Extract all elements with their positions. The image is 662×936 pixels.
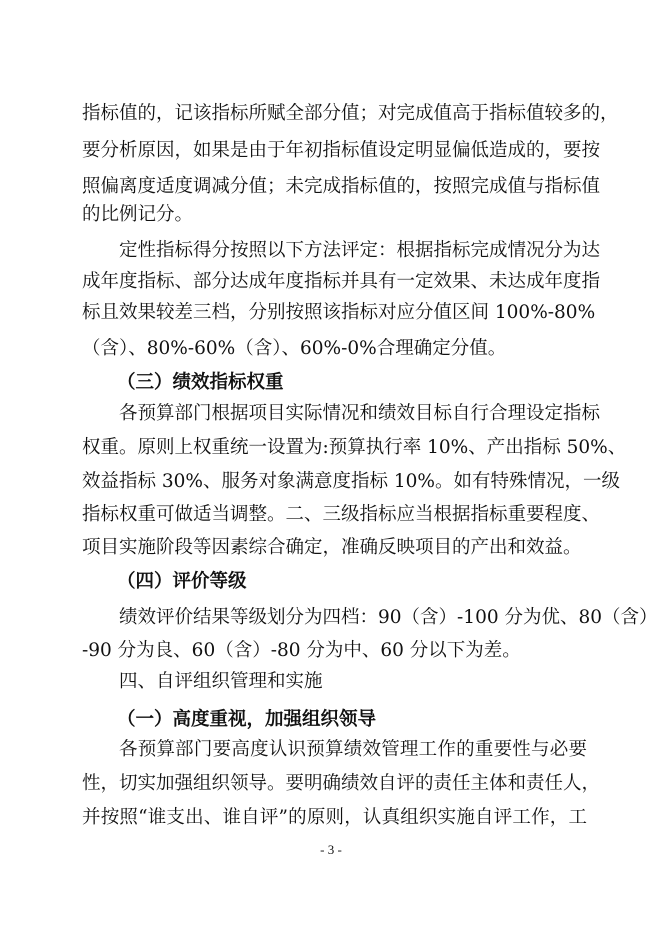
paragraph-first-line: 各预算部门根据项目实际情况和绩效目标自行合理设定指标 (119, 403, 601, 424)
paragraph-first-line: 定性指标得分按照以下方法评定：根据指标完成情况分为达 (119, 240, 601, 261)
chapter-heading: 四、自评组织管理和实施 (119, 671, 323, 692)
body-text-line: 标且效果较差三档，分别按照该指标对应分值区间 100%-80% (82, 302, 596, 323)
body-text-line: 要分析原因，如果是由于年初指标值设定明显偏低造成的，要按 (82, 140, 601, 161)
body-text-line: 指标权重可做适当调整。二、三级指标应当根据指标重要程度、 (82, 504, 601, 525)
body-text-line: 权重。原则上权重统一设置为:预算执行率 10%、产出指标 50%、 (82, 437, 627, 458)
section-heading-3: （三）绩效指标权重 (117, 372, 284, 393)
body-text-line: 项目实施阶段等因素综合确定，准确反映项目的产出和效益。 (82, 537, 582, 558)
body-text-line: 性，切实加强组织领导。要明确绩效自评的责任主体和责任人， (82, 773, 601, 794)
body-text-line: 并按照“谁支出、谁自评”的原则，认真组织实施自评工作，工 (82, 807, 587, 828)
paragraph-first-line: 绩效评价结果等级划分为四档：90（含）-100 分为优、80（含） (119, 607, 658, 628)
body-text-line: 的比例记分。 (82, 204, 194, 225)
body-text-line: 效益指标 30%、服务对象满意度指标 10%。如有特殊情况，一级 (82, 471, 621, 492)
section-heading-1: （一）高度重视，加强组织领导 (117, 709, 377, 730)
body-text-line: 指标值的，记该指标所赋全部分值；对完成值高于指标值较多的， (82, 103, 619, 124)
body-text-line: -90 分为良、60（含）-80 分为中、60 分以下为差。 (82, 640, 521, 661)
body-text-line: 照偏离度适度调减分值；未完成指标值的，按照完成值与指标值 (82, 176, 601, 197)
section-heading-4: （四）评价等级 (117, 571, 247, 592)
page-number: - 3 - (320, 842, 342, 857)
paragraph-first-line: 各预算部门要高度认识预算绩效管理工作的重要性与必要 (119, 739, 587, 760)
body-text-line: （含）、80%-60%（含）、60%-0%合理确定分值。 (82, 338, 507, 359)
body-text-line: 成年度指标、部分达成年度指标并具有一定效果、未达成年度指 (82, 271, 601, 292)
